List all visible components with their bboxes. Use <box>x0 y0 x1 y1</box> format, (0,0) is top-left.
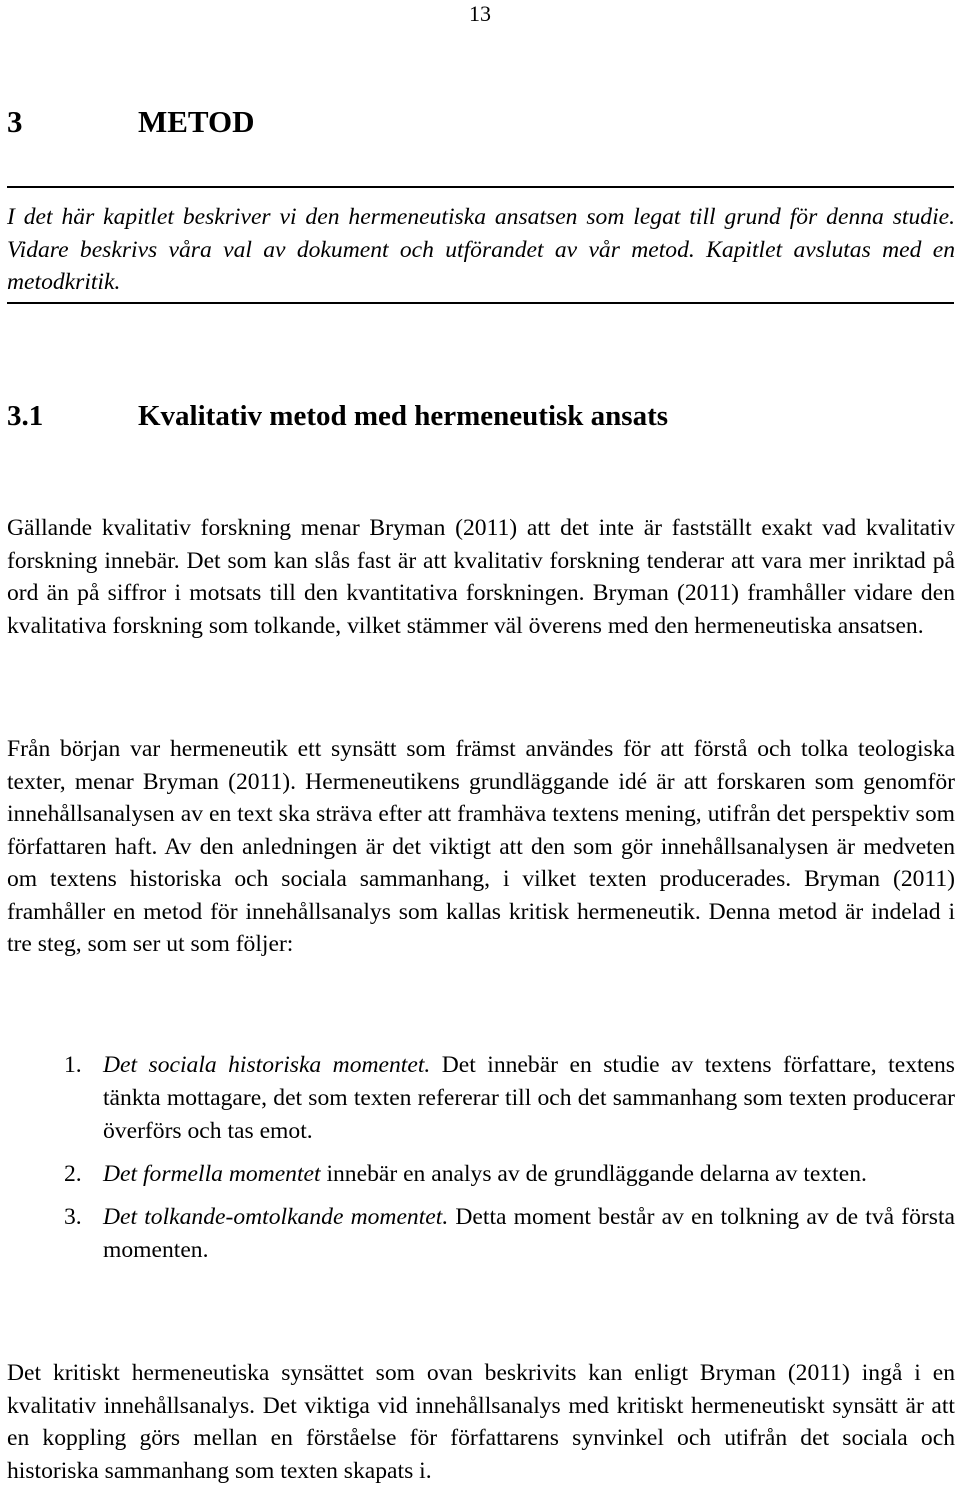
step-term: Det tolkande-omtolkande momentet. <box>103 1204 449 1230</box>
list-marker: 3. <box>64 1204 82 1230</box>
critical-hermeneutics-steps <box>7 1049 955 1267</box>
list-marker: 2. <box>64 1161 82 1187</box>
paragraph-critical-hermeneutic-view: Det kritiskt hermeneutiska synsättet som ovan beskrivits kan enligt Bryman (2011) ingå i en kvalitativ innehållsanalys. Det viktiga vid innehållsanalys med kritiskt hermeneutiskt synsätt är att en koppling görs mellan en förståelse för författarens synvinkel och utifrån det sociala och historiska sammanhang som texten skapats i. <box>7 1360 955 1484</box>
section-title: Kvalitativ metod med hermeneutisk ansats <box>138 400 669 432</box>
chapter-heading <box>7 102 255 142</box>
section-number: 3.1 <box>7 400 44 432</box>
chapter-title: METOD <box>138 104 255 139</box>
step-text: Detta moment består av en tolkning av de två första momenten. <box>103 1204 955 1263</box>
paragraph-hermeneutics: Från början var hermeneutik ett synsätt som främst användes för att förstå och tolka teologiska texter, menar Bryman (2011). Hermeneutikens grundläggande idé är att forskaren som genomför innehållsanalysen av en text ska sträva efter att framhäva textens mening, utifrån det perspektiv som författaren haft. Av den anledningen är det viktigt att den som gör innehållsanalysen är medveten om textens historiska och sociala sammanhang, i vilket texten producerades. Bryman (2011) framhåller en metod för innehållsanalys som kallas kritisk hermeneutik. Denna metod är indelad i tre steg, som ser ut som följer: <box>7 736 955 957</box>
section-heading <box>7 396 668 436</box>
step-text: Det innebär en studie av textens författare, textens tänkta mottagare, det som texten refererar till och det sammanhang som texten producerar överförs och tas emot. <box>103 1052 955 1144</box>
intro-top-rule <box>7 186 954 188</box>
list-item <box>7 1201 955 1267</box>
step-term: Det sociala historiska momentet. <box>103 1052 431 1078</box>
list-item <box>7 1158 955 1191</box>
paragraph-qualitative-research: Gällande kvalitativ forskning menar Bryman (2011) att det inte är fastställt exakt vad kvalitativ forskning innebär. Det som kan slås fast är att kvalitativ forskning tenderar att vara mer inriktad på ord än på siffror i motsats till den kvantitativa forskningen. Bryman (2011) framhåller vidare den kvalitativa forskning som tolkande, vilket stämmer väl överens med den hermeneutiska ansatsen. <box>7 515 955 639</box>
page-number: 13 <box>469 1 491 26</box>
list-marker: 1. <box>64 1052 82 1078</box>
step-text: innebär en analys av de grundläggande delarna av texten. <box>320 1161 867 1187</box>
chapter-number: 3 <box>7 104 23 139</box>
intro-bottom-rule <box>7 302 954 304</box>
chapter-intro: I det här kapitlet beskriver vi den hermeneutiska ansatsen som legat till grund för denna studie. Vidare beskrivs våra val av dokument och utförandet av vår metod. Kapitlet avslutas med en metodkritik. <box>7 204 955 295</box>
list-item <box>7 1049 955 1148</box>
step-term: Det formella momentet <box>103 1161 321 1187</box>
